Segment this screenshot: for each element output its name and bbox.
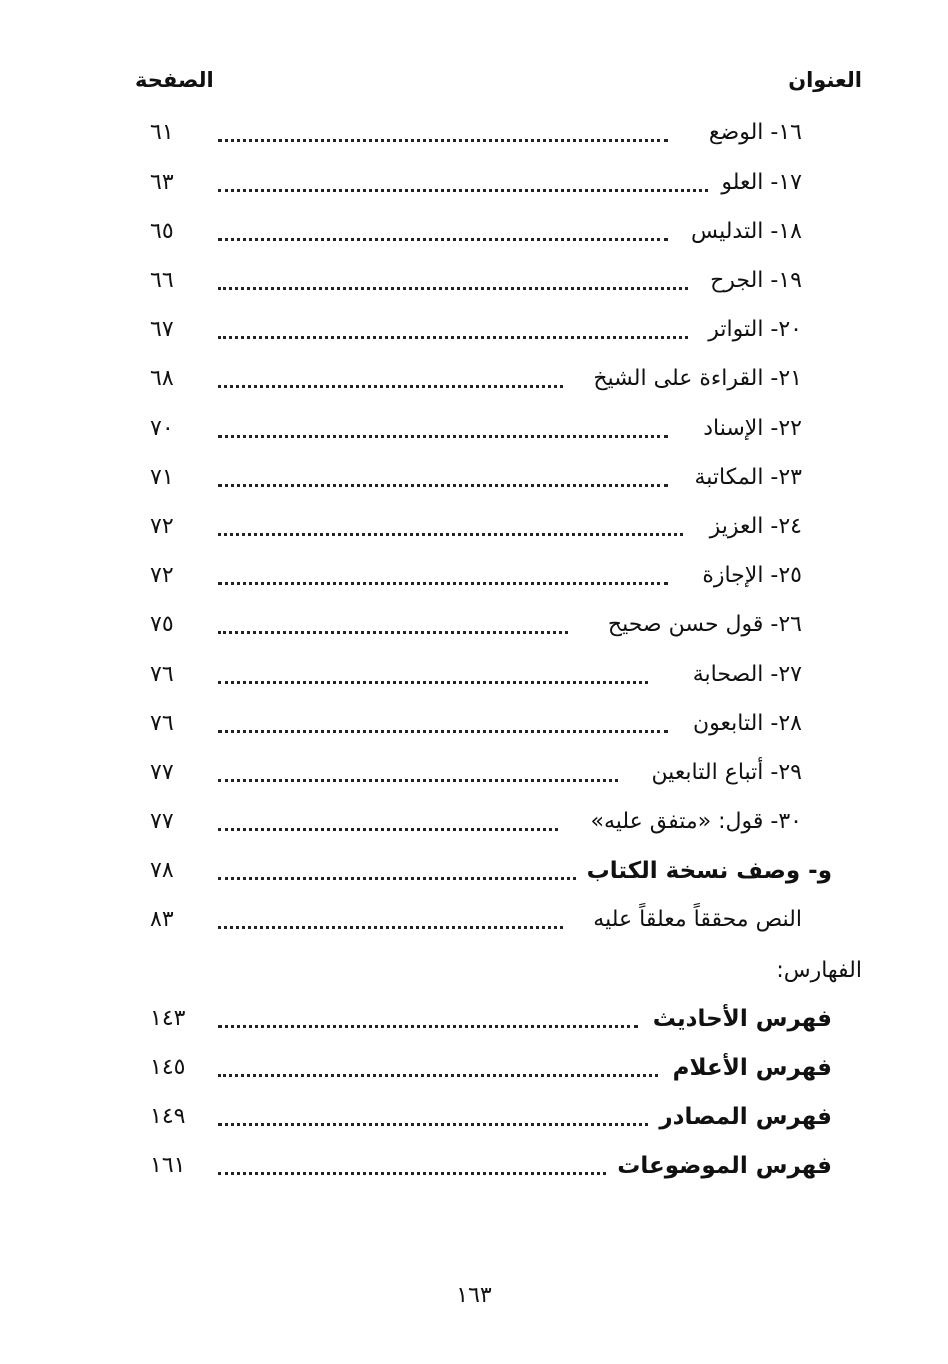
toc-entry (0, 506, 948, 550)
toc-entry-page: ٧٦ (150, 711, 174, 736)
leader-dots (218, 1047, 658, 1077)
toc-entry (0, 112, 948, 156)
page-number: ١٦٣ (456, 1283, 492, 1308)
toc-entry-title: ٢٣- المكاتبة (686, 463, 802, 493)
toc-entry-page: ٨٣ (150, 907, 174, 932)
toc-entry-page: ٧١ (150, 465, 174, 490)
leader-dots (218, 260, 688, 290)
toc-entry (0, 703, 948, 747)
leader-dots (218, 162, 708, 192)
toc-entry-title: ٢٤- العزيز (702, 512, 802, 542)
leader-dots (218, 801, 558, 831)
toc-entry-page: ٧٦ (150, 662, 174, 687)
toc-entry-section (0, 850, 948, 894)
toc-entry (0, 604, 948, 648)
index-entry-page: ١٤٩ (150, 1104, 186, 1129)
toc-entry-title: ٢٦- قول حسن صحيح (600, 610, 802, 640)
toc-entry-title: و- وصف نسخة الكتاب (579, 856, 832, 886)
index-entry-page: ١٤٥ (150, 1055, 186, 1080)
leader-dots (218, 604, 568, 634)
index-entry (0, 1145, 948, 1189)
toc-entry (0, 457, 948, 501)
toc-entry-page: ٦٨ (150, 366, 174, 391)
indexes-heading: الفهارس: (776, 958, 862, 983)
leader-dots (218, 309, 688, 339)
toc-entry-page: ٦٥ (150, 219, 174, 244)
column-header-title: العنوان (788, 68, 862, 92)
toc-entry-page: ٦١ (150, 120, 174, 145)
toc-entry-page: ٦٣ (150, 170, 174, 195)
toc-entry-page: ٧٠ (150, 416, 174, 441)
toc-entry-title: ٢٢- الإسناد (695, 414, 802, 444)
index-entry (0, 1096, 948, 1140)
leader-dots (218, 112, 668, 142)
index-entry-title: فهرس الأحاديث (645, 1004, 832, 1034)
toc-entry-title: النص محققاً معلقاً عليه (585, 905, 802, 935)
toc-entry-title: ٢٨- التابعون (685, 709, 802, 739)
toc-entry (0, 162, 948, 206)
leader-dots (218, 555, 668, 585)
toc-entry (0, 899, 948, 943)
leader-dots (218, 506, 683, 536)
index-entry-page: ١٦١ (150, 1153, 186, 1178)
toc-entry-page: ٧٧ (150, 760, 174, 785)
leader-dots (218, 211, 668, 241)
index-entry-page: ١٤٣ (150, 1006, 186, 1031)
leader-dots (218, 408, 668, 438)
toc-entry-page: ٦٧ (150, 317, 174, 342)
leader-dots (218, 899, 563, 929)
toc-entry-title: ٣٠- قول: «متفق عليه» (583, 807, 803, 837)
toc-entry (0, 309, 948, 353)
toc-entry-title: ١٦- الوضع (701, 118, 802, 148)
toc-entry (0, 752, 948, 796)
toc-entry (0, 211, 948, 255)
leader-dots (218, 998, 638, 1028)
leader-dots (218, 850, 583, 880)
toc-entry (0, 654, 948, 698)
toc-entry-title: ٢٧- الصحابة (685, 660, 802, 690)
index-entry-title: فهرس المصادر (651, 1102, 832, 1132)
index-entry-title: فهرس الأعلام (665, 1053, 832, 1083)
toc-entry (0, 408, 948, 452)
toc-entry-page: ٧٨ (150, 858, 174, 883)
toc-entry-title: ١٨- التدليس (683, 217, 802, 247)
leader-dots (218, 752, 618, 782)
index-entry (0, 1047, 948, 1091)
toc-entry-page: ٧٧ (150, 809, 174, 834)
column-header-page: الصفحة (135, 68, 214, 92)
toc-entry-title: ٢٥- الإجازة (694, 561, 802, 591)
leader-dots (218, 703, 668, 733)
toc-entry-title: ٢١- القراءة على الشيخ (585, 364, 802, 394)
index-entry (0, 998, 948, 1042)
toc-entry (0, 358, 948, 402)
toc-entry (0, 260, 948, 304)
toc-entry (0, 801, 948, 845)
leader-dots (218, 1145, 618, 1175)
index-entry-title: فهرس الموضوعات (609, 1151, 832, 1181)
toc-entry-page: ٧٥ (150, 612, 174, 637)
toc-entry-page: ٧٢ (150, 563, 174, 588)
toc-entry-title: ١٩- الجرح (702, 266, 802, 296)
toc-entry-title: ٢٩- أتباع التابعين (643, 758, 802, 788)
leader-dots (218, 358, 563, 388)
leader-dots (218, 457, 668, 487)
leader-dots (218, 654, 648, 684)
toc-entry-page: ٧٢ (150, 514, 174, 539)
toc-entry-page: ٦٦ (150, 268, 174, 293)
toc-entry (0, 555, 948, 599)
toc-entry-title: ١٧- العلو (713, 168, 802, 198)
toc-entry-title: ٢٠- التواتر (700, 315, 802, 345)
leader-dots (218, 1096, 668, 1126)
